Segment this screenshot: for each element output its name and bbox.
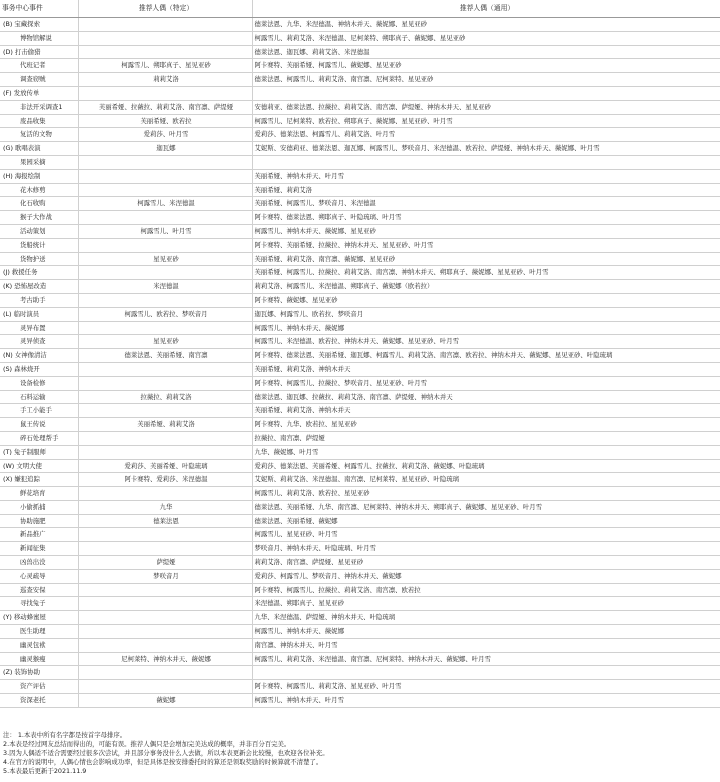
table-row xyxy=(0,583,720,597)
special-cell xyxy=(78,86,252,100)
event-cell: 货船统计 xyxy=(0,238,78,252)
general-cell: 德莱法恩、迦瓦娜、拉薇拉、莉莉艾洛、南宫凛、萨缇娅、神纳木并天 xyxy=(252,390,720,404)
general-cell: 柯露雪儿、莉莉艾洛、米涅德温、尼柯莱特、朔耶真子、薇妮娜、星见亚砂 xyxy=(252,31,720,45)
event-cell: 货物护送 xyxy=(0,252,78,266)
table-row xyxy=(0,376,720,390)
event-cell: (Y) 移动蜂蜜屋 xyxy=(0,611,78,625)
event-cell: 石料运输 xyxy=(0,390,78,404)
table-row xyxy=(0,390,720,404)
table-row xyxy=(0,183,720,197)
table-row xyxy=(0,473,720,487)
table-row xyxy=(0,197,720,211)
general-cell: 阿卡赛特、九华、欧若拉、星见亚砂 xyxy=(252,418,720,432)
event-cell: 资产评估 xyxy=(0,680,78,694)
general-cell: 芙丽希娅、柯露雪儿、拉薇拉、莉莉艾洛、南宫凛、神纳木并天、朔耶真子、薇妮娜、星见亚砂、叶月雪 xyxy=(252,266,720,280)
table-row xyxy=(0,349,720,363)
general-cell: 九华、米涅德温、萨缇娅、神纳木并天、叶隐琉璃 xyxy=(252,611,720,625)
general-cell xyxy=(252,666,720,680)
table-row xyxy=(0,569,720,583)
table-row xyxy=(0,431,720,445)
table-row xyxy=(0,445,720,459)
event-cell: 新闻征集 xyxy=(0,542,78,556)
general-cell: 德莱法恩、芙丽希娅、薇妮娜 xyxy=(252,514,720,528)
general-cell: 柯露雪儿、神纳木并天、薇妮娜 xyxy=(252,321,720,335)
special-cell xyxy=(78,487,252,501)
special-cell xyxy=(78,169,252,183)
note-line: 4.在官方的说明中，人偶心情也会影响成功率，但是具体是按安排委托时的算还是领取奖励的时候算就不清楚了。 xyxy=(3,758,323,766)
event-cell: 活动策划 xyxy=(0,224,78,238)
special-cell xyxy=(78,597,252,611)
general-cell: 柯露雪儿、神纳木并天、薇妮娜、星见亚砂 xyxy=(252,224,720,238)
special-cell: 爱莉莎、芙丽希娅、叶隐琉璃 xyxy=(78,459,252,473)
general-cell: 爱莉莎、德莱法恩、芙丽希娅、柯露雪儿、拉薇拉、莉莉艾洛、薇妮娜、叶隐琉璃 xyxy=(252,459,720,473)
event-cell: 鲜花培育 xyxy=(0,487,78,501)
general-cell: 阿卡赛特、柯露雪儿、拉薇拉、莉莉艾洛、南宫凛、欧若拉 xyxy=(252,583,720,597)
special-cell: 薇妮娜 xyxy=(78,694,252,708)
general-cell: 芙丽希娅、莉莉艾洛、南宫凛、薇妮娜、星见亚砂 xyxy=(252,252,720,266)
general-cell: 九华、薇妮娜、叶月雪 xyxy=(252,445,720,459)
general-cell: 柯露雪儿、星见亚砂、叶月雪 xyxy=(252,528,720,542)
table-row xyxy=(0,114,720,128)
table-row xyxy=(0,59,720,73)
special-cell: 柯露雪儿、米涅德温 xyxy=(78,197,252,211)
table-row xyxy=(0,625,720,639)
table-row xyxy=(0,500,720,514)
event-cell: (D) 打击偷猎 xyxy=(0,45,78,59)
general-cell: 阿卡赛特、薇妮娜、星见亚砂 xyxy=(252,293,720,307)
event-cell: 心灵疏导 xyxy=(0,569,78,583)
event-cell: (H) 海报绘制 xyxy=(0,169,78,183)
general-cell: 柯露雪儿、尼柯莱特、欧若拉、朔耶真子、薇妮娜、星见亚砂、叶月雪 xyxy=(252,114,720,128)
special-cell: 迦瓦娜 xyxy=(78,142,252,156)
event-cell: 资深老托 xyxy=(0,694,78,708)
note-line: 2.本表是经过网友总结而得出的，可能有误。推荐人偶只是会增加完美达成的概率，并非百分百完美。 xyxy=(3,740,291,748)
table-row xyxy=(0,362,720,376)
header-general: 推荐人偶（通用） xyxy=(252,0,720,18)
event-cell: 考古助手 xyxy=(0,293,78,307)
special-cell: 阿卡赛特、爱莉莎、米涅德温 xyxy=(78,473,252,487)
table-row xyxy=(0,335,720,349)
general-cell: 阿卡赛特、德莱法恩、朔耶真子、叶隐琉璃、叶月雪 xyxy=(252,211,720,225)
special-cell xyxy=(78,362,252,376)
note-line: 3.因为人偶适不适合需要经过很多次尝试，并且部分事务没什么人去做，所以本表更新会比较慢，也欢迎各位补充。 xyxy=(3,749,329,757)
table-row xyxy=(0,321,720,335)
special-cell: 爱莉莎、叶月雪 xyxy=(78,128,252,142)
event-cell: 碎石处理帮手 xyxy=(0,431,78,445)
table-row xyxy=(0,238,720,252)
special-cell: 尼柯莱特、神纳木并天、薇妮娜 xyxy=(78,652,252,666)
special-cell xyxy=(78,583,252,597)
event-cell: 医生助理 xyxy=(0,625,78,639)
event-cell: 寻找兔子 xyxy=(0,597,78,611)
table-row xyxy=(0,459,720,473)
special-cell: 柯露雪儿、叶月雪 xyxy=(78,224,252,238)
event-cell: (W) 文明大使 xyxy=(0,459,78,473)
general-cell: 芙丽希娅、神纳木并天、叶月雪 xyxy=(252,169,720,183)
event-cell: (K) 恐怖屋改造 xyxy=(0,280,78,294)
general-cell: 芙丽希娅、柯露雪儿、梦咲音月、米涅德温 xyxy=(252,197,720,211)
event-cell: (G) 歌唱表演 xyxy=(0,142,78,156)
general-cell: 德莱法恩、九华、米涅德温、神纳木并天、薇妮娜、星见亚砂 xyxy=(252,18,720,32)
special-cell xyxy=(78,211,252,225)
table-row xyxy=(0,73,720,87)
note-line: 5.本表最后更新于2021.11.9 xyxy=(3,767,87,775)
general-cell xyxy=(252,86,720,100)
table-row xyxy=(0,418,720,432)
general-cell: 南宫凛、神纳木并天、叶月雪 xyxy=(252,638,720,652)
event-cell: (F) 发放传单 xyxy=(0,86,78,100)
table-row xyxy=(0,155,720,169)
table-row xyxy=(0,307,720,321)
special-cell: 米涅德温 xyxy=(78,280,252,294)
note-line: 注： 1.本表中所有名字都是按首字母排序。 xyxy=(3,731,127,739)
general-cell: 柯露雪儿、神纳木并天、薇妮娜 xyxy=(252,625,720,639)
event-cell: 灵异侦查 xyxy=(0,335,78,349)
special-cell: 芙丽希娅、欧若拉 xyxy=(78,114,252,128)
event-cell: 新品推广 xyxy=(0,528,78,542)
general-cell: 柯露雪儿、莉莉艾洛、欧若拉、星见亚砂 xyxy=(252,487,720,501)
event-cell: 化石收购 xyxy=(0,197,78,211)
general-cell: 阿卡赛特、德莱法恩、芙丽希娅、迦瓦娜、柯露雪儿、莉莉艾洛、南宫凛、欧若拉、神纳木并天、薇妮娜、星见亚砂、叶隐琉璃 xyxy=(252,349,720,363)
table-row xyxy=(0,638,720,652)
special-cell xyxy=(78,431,252,445)
special-cell xyxy=(78,31,252,45)
special-cell xyxy=(78,666,252,680)
special-cell xyxy=(78,528,252,542)
special-cell xyxy=(78,266,252,280)
general-cell: 芙丽希娅、莉莉艾洛、神纳木并天 xyxy=(252,362,720,376)
special-cell: 拉薇拉、莉莉艾洛 xyxy=(78,390,252,404)
event-cell: 花木修剪 xyxy=(0,183,78,197)
event-cell: 设备检修 xyxy=(0,376,78,390)
special-cell xyxy=(78,293,252,307)
table-row xyxy=(0,100,720,114)
event-cell: 灵异布置 xyxy=(0,321,78,335)
table-row xyxy=(0,18,720,32)
event-cell: (B) 宝藏探索 xyxy=(0,18,78,32)
special-cell: 芙丽希娅、莉莉艾洛 xyxy=(78,418,252,432)
event-cell: 小偷抓捕 xyxy=(0,500,78,514)
table-row xyxy=(0,266,720,280)
general-cell: 安德莉亚、德莱法恩、拉薇拉、莉莉艾洛、南宫凛、萨缇娅、神纳木并天、星见亚砂 xyxy=(252,100,720,114)
table-row xyxy=(0,556,720,570)
special-cell: 梦咲音月 xyxy=(78,569,252,583)
table-row xyxy=(0,666,720,680)
table-row xyxy=(0,404,720,418)
special-cell xyxy=(78,45,252,59)
special-cell: 莉莉艾洛 xyxy=(78,73,252,87)
special-cell: 柯露雪儿、朔耶真子、星见亚砂 xyxy=(78,59,252,73)
event-cell: (Z) 装饰协助 xyxy=(0,666,78,680)
event-cell: 幽灵猴瘦 xyxy=(0,652,78,666)
general-cell: 迦瓦娜、柯露雪儿、欧若拉、梦咲音月 xyxy=(252,307,720,321)
table-row xyxy=(0,611,720,625)
special-cell: 星见亚砂 xyxy=(78,252,252,266)
special-cell xyxy=(78,376,252,390)
event-cell: (S) 森林烧开 xyxy=(0,362,78,376)
general-cell: 莉莉艾洛、柯露雪儿、米涅德温、朔耶真子、薇妮娜（欧若拉） xyxy=(252,280,720,294)
table-row xyxy=(0,680,720,694)
general-cell xyxy=(252,155,720,169)
table-row xyxy=(0,128,720,142)
table-row xyxy=(0,31,720,45)
general-cell: 阿卡赛特、芙丽希娅、柯露雪儿、薇妮娜、星见亚砂 xyxy=(252,59,720,73)
table-row xyxy=(0,211,720,225)
special-cell xyxy=(78,542,252,556)
general-cell: 柯露雪儿、神纳木并天、叶月雪 xyxy=(252,694,720,708)
special-cell: 九华 xyxy=(78,500,252,514)
general-cell: 梦咲音月、神纳木并天、叶隐琉璃、叶月雪 xyxy=(252,542,720,556)
table-row xyxy=(0,293,720,307)
general-cell: 阿卡赛特、柯露雪儿、莉莉艾洛、星见亚砂、叶月雪 xyxy=(252,680,720,694)
special-cell xyxy=(78,404,252,418)
event-cell: 协助施肥 xyxy=(0,514,78,528)
special-cell xyxy=(78,680,252,694)
general-cell: 艾妮斯、莉莉艾洛、米涅德温、南宫凛、尼柯莱特、星见亚砂、叶隐琉璃 xyxy=(252,473,720,487)
table-row xyxy=(0,487,720,501)
event-cell: (L) 临时演员 xyxy=(0,307,78,321)
general-cell: 艾妮斯、安德莉亚、德莱法恩、迦瓦娜、柯露雪儿、梦咲音月、米涅德温、欧若拉、萨缇娅、神纳木并天、薇妮娜、叶月雪 xyxy=(252,142,720,156)
general-cell: 莉莉艾洛、南宫凛、萨缇娅、星见亚砂 xyxy=(252,556,720,570)
special-cell: 星见亚砂 xyxy=(78,335,252,349)
general-cell: 芙丽希娅、莉莉艾洛 xyxy=(252,183,720,197)
event-cell: 非法开采调查1 xyxy=(0,100,78,114)
table-row xyxy=(0,280,720,294)
general-cell: 阿卡赛特、芙丽希娅、拉薇拉、神纳木并天、星见亚砂、叶月雪 xyxy=(252,238,720,252)
event-cell: 手工小能手 xyxy=(0,404,78,418)
general-cell: 爱莉莎、德莱法恩、柯露雪儿、莉莉艾洛、叶月雪 xyxy=(252,128,720,142)
special-cell: 柯露雪儿、欧若拉、梦咲音月 xyxy=(78,307,252,321)
event-cell: 猴子大作战 xyxy=(0,211,78,225)
event-cell: 复活的文物 xyxy=(0,128,78,142)
header-special: 推荐人偶（特定） xyxy=(78,0,252,18)
event-cell: 巡查安保 xyxy=(0,583,78,597)
special-cell: 德莱法恩 xyxy=(78,514,252,528)
special-cell xyxy=(78,638,252,652)
event-cell: 鼠王传说 xyxy=(0,418,78,432)
special-cell xyxy=(78,625,252,639)
table-header-row xyxy=(0,0,720,18)
header-event: 事务中心事件 xyxy=(0,0,78,18)
table-row xyxy=(0,252,720,266)
general-cell: 拉薇拉、南宫凛、萨缇娅 xyxy=(252,431,720,445)
special-cell xyxy=(78,238,252,252)
notes-section xyxy=(3,731,715,776)
general-cell: 米涅德温、朔耶真子、星见亚砂 xyxy=(252,597,720,611)
general-cell: 德莱法恩、芙丽希娅、九华、南宫凛、尼柯莱特、神纳木并天、朔耶真子、薇妮娜、星见亚砂、叶月雪 xyxy=(252,500,720,514)
event-cell: 废品收集 xyxy=(0,114,78,128)
general-cell: 芙丽希娅、莉莉艾洛、神纳木并天 xyxy=(252,404,720,418)
general-cell: 柯露雪儿、米涅德温、欧若拉、神纳木并天、薇妮娜、星见亚砂、叶月雪 xyxy=(252,335,720,349)
table-row xyxy=(0,694,720,708)
event-cell: 调查窃贼 xyxy=(0,73,78,87)
table-row xyxy=(0,45,720,59)
special-cell: 德莱法恩、芙丽希娅、南宫凛 xyxy=(78,349,252,363)
event-cell: 果园采摘 xyxy=(0,155,78,169)
special-cell: 萨缇娅 xyxy=(78,556,252,570)
table-row xyxy=(0,528,720,542)
special-cell xyxy=(78,611,252,625)
table-row xyxy=(0,224,720,238)
general-cell: 爱莉莎、柯露雪儿、梦咲音月、神纳木并天、薇妮娜 xyxy=(252,569,720,583)
table-row xyxy=(0,597,720,611)
event-cell: 幽灵包袱 xyxy=(0,638,78,652)
event-cell: (T) 兔子制服师 xyxy=(0,445,78,459)
general-cell: 柯露雪儿、莉莉艾洛、米涅德温、南宫凛、尼柯莱特、神纳木并天、薇妮娜、叶月雪 xyxy=(252,652,720,666)
special-cell: 芙丽希娅、拉薇拉、莉莉艾洛、南宫凛、萨缇娅 xyxy=(78,100,252,114)
special-cell xyxy=(78,445,252,459)
table-row xyxy=(0,142,720,156)
general-cell: 德莱法恩、迦瓦娜、莉莉艾洛、米涅德温 xyxy=(252,45,720,59)
special-cell xyxy=(78,321,252,335)
special-cell xyxy=(78,155,252,169)
table-row xyxy=(0,542,720,556)
special-cell xyxy=(78,183,252,197)
table-row xyxy=(0,652,720,666)
event-cell: (J) 救援任务 xyxy=(0,266,78,280)
event-cell: (N) 女神像清洁 xyxy=(0,349,78,363)
table-row xyxy=(0,169,720,183)
event-cell: 博物馆解说 xyxy=(0,31,78,45)
table-row xyxy=(0,86,720,100)
general-cell: 德莱法恩、柯露雪儿、莉莉艾洛、南宫凛、尼柯莱特、星见亚砂 xyxy=(252,73,720,87)
event-cell: 代班记者 xyxy=(0,59,78,73)
general-cell: 阿卡赛特、柯露雪儿、拉薇拉、梦咲音月、星见亚砂、叶月雪 xyxy=(252,376,720,390)
event-cell: (X) 嫌犯追踪 xyxy=(0,473,78,487)
table-row xyxy=(0,514,720,528)
event-cell: 凶兽出没 xyxy=(0,556,78,570)
special-cell xyxy=(78,18,252,32)
